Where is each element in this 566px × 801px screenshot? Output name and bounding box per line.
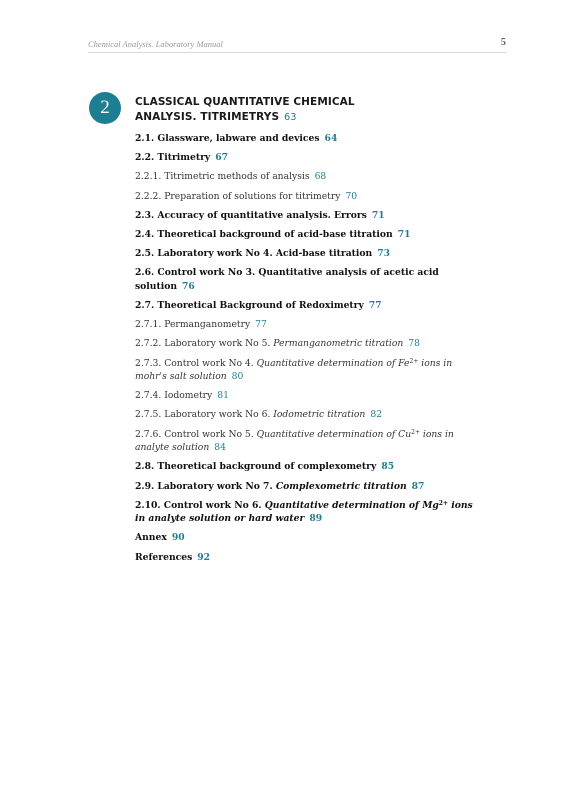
running-head: Chemical Analysis. Laboratory Manual bbox=[88, 39, 223, 49]
toc-entry-label: 2.2.1. Titrimetric methods of analysis bbox=[135, 171, 310, 183]
toc-entry-label-line-2: mohr's salt solution bbox=[135, 371, 227, 383]
toc-entry-page: 77 bbox=[255, 319, 267, 331]
toc-entry-italic: Complexometric titration bbox=[275, 480, 407, 492]
toc-entry-page: 71 bbox=[397, 228, 411, 240]
toc-entry-label: 2.7. Theoretical Background of Redoximetry bbox=[135, 300, 364, 311]
toc-entry-italic: Quantitative determination of Fe bbox=[256, 357, 410, 369]
toc-entry-page: 85 bbox=[381, 461, 395, 473]
toc-entry-italic: Iodometric titration bbox=[273, 409, 366, 421]
toc-entry-page: 80 bbox=[231, 371, 244, 383]
chapter-title-line-2: ANALYSIS. TITRIMETRYS bbox=[135, 110, 280, 123]
toc-entry-label: 2.2.2. Preparation of solutions for titrimetry bbox=[135, 190, 341, 202]
toc-entry-label: 2.9. Laboratory work No 7. bbox=[135, 480, 276, 492]
toc-entry-label: 2.7.2. Laboratory work No 5. bbox=[135, 338, 274, 350]
toc-entry-label: 2.10. Control work No 6. bbox=[135, 499, 265, 511]
toc-entry-references[interactable] bbox=[135, 551, 475, 565]
toc-entry-label: 2.7.5. Laboratory work No 6. bbox=[135, 409, 274, 421]
toc-entry-page: 84 bbox=[214, 442, 226, 454]
toc-entry-page: 67 bbox=[215, 152, 229, 164]
toc-entry-label-line-2: analyte solution bbox=[135, 442, 210, 454]
toc-entry-2-7[interactable] bbox=[135, 299, 475, 313]
toc-entry-label: References bbox=[135, 551, 193, 563]
toc-entry-italic: Quantitative determination of Mg bbox=[264, 499, 439, 511]
toc-entry-page: 77 bbox=[368, 300, 382, 311]
toc-entry-label: 2.6. Control work No 3. Quantitative analysis of acetic acid bbox=[135, 267, 439, 279]
toc-entry-label: Annex bbox=[135, 532, 167, 544]
toc-entry-page: 70 bbox=[345, 190, 358, 202]
toc-entry-label: 2.7.4. Iodometry bbox=[135, 390, 213, 402]
superscript-charge: 2+ bbox=[409, 357, 419, 365]
toc-entry-page: 81 bbox=[217, 390, 229, 402]
toc-entry-page: 90 bbox=[171, 532, 185, 544]
toc-entry-italic-after: ions in bbox=[420, 428, 454, 440]
toc-entry-2-1[interactable] bbox=[135, 132, 475, 146]
toc-entry-2-7-3[interactable] bbox=[135, 357, 475, 384]
toc-entry-page: 89 bbox=[309, 513, 323, 525]
toc-entry-page: 92 bbox=[197, 551, 211, 563]
toc-entry-label: 2.8. Theoretical background of complexometry bbox=[135, 461, 377, 473]
toc-entry-page: 87 bbox=[411, 480, 425, 492]
toc-entry-label-line-2: solution bbox=[135, 280, 178, 292]
page-header bbox=[88, 38, 506, 53]
toc-entry-2-7-6[interactable] bbox=[135, 428, 475, 455]
toc-entry-label: 2.2. Titrimetry bbox=[135, 152, 211, 164]
chapter-title-line-1: CLASSICAL QUANTITATIVE CHEMICAL bbox=[135, 96, 355, 108]
toc-entry-page: 78 bbox=[408, 338, 420, 350]
toc-entry-italic: Permanganometric titration bbox=[273, 338, 404, 350]
toc-entry-2-7-2[interactable] bbox=[135, 337, 475, 351]
toc-entry-page: 68 bbox=[314, 171, 327, 183]
toc-entry-2-9[interactable] bbox=[135, 480, 475, 494]
toc-entry-page: 82 bbox=[370, 409, 383, 421]
toc-entry-label: 2.5. Laboratory work No 4. Acid-base titration bbox=[135, 248, 373, 260]
toc-entry-label-line-2: in analyte solution or hard water bbox=[135, 513, 305, 525]
toc-entry-italic-after: ions bbox=[448, 499, 473, 511]
chapter-page-number: 63 bbox=[284, 111, 297, 123]
toc-entry-2-2[interactable] bbox=[135, 151, 475, 165]
toc-entry-2-4[interactable] bbox=[135, 228, 475, 242]
toc-entry-page: 71 bbox=[371, 209, 385, 221]
toc-entry-italic-after: ions in bbox=[418, 357, 453, 369]
toc-entry-2-2-1[interactable] bbox=[135, 170, 475, 184]
toc-entry-2-7-5[interactable] bbox=[135, 408, 475, 422]
toc-entry-2-10[interactable] bbox=[135, 499, 475, 526]
toc-entry-label: 2.1. Glassware, labware and devices bbox=[135, 133, 320, 144]
chapter-number-badge bbox=[89, 92, 121, 124]
toc-entry-2-8[interactable] bbox=[135, 460, 475, 474]
toc-entry-italic: Quantitative determination of Cu bbox=[256, 428, 412, 440]
toc-entry-annex[interactable] bbox=[135, 531, 475, 545]
superscript-charge: 2+ bbox=[411, 428, 420, 436]
toc-entry-2-3[interactable] bbox=[135, 209, 475, 223]
toc-entry-label: 2.7.3. Control work No 4. bbox=[135, 357, 257, 369]
toc-entry-2-5[interactable] bbox=[135, 247, 475, 261]
toc-entry-page: 64 bbox=[324, 133, 338, 144]
toc-entry-label: 2.3. Accuracy of quantitative analysis. Errors bbox=[135, 209, 367, 221]
toc-entry-page: 76 bbox=[182, 280, 195, 292]
toc-entry-2-7-4[interactable] bbox=[135, 389, 475, 403]
toc-entry-label: 2.7.1. Permanganometry bbox=[135, 319, 251, 331]
table-of-contents bbox=[135, 132, 475, 570]
toc-entry-label: 2.7.6. Control work No 5. bbox=[135, 428, 257, 440]
toc-entry-2-7-1[interactable] bbox=[135, 318, 475, 332]
chapter-title[interactable] bbox=[135, 95, 435, 125]
chapter-number: 2 bbox=[100, 97, 110, 118]
page-number: 5 bbox=[500, 37, 506, 48]
toc-entry-page: 73 bbox=[377, 248, 390, 260]
toc-entry-2-6[interactable] bbox=[135, 266, 475, 293]
toc-entry-label: 2.4. Theoretical background of acid-base titration bbox=[135, 228, 393, 240]
toc-entry-2-2-2[interactable] bbox=[135, 190, 475, 204]
superscript-charge: 2+ bbox=[438, 499, 448, 507]
